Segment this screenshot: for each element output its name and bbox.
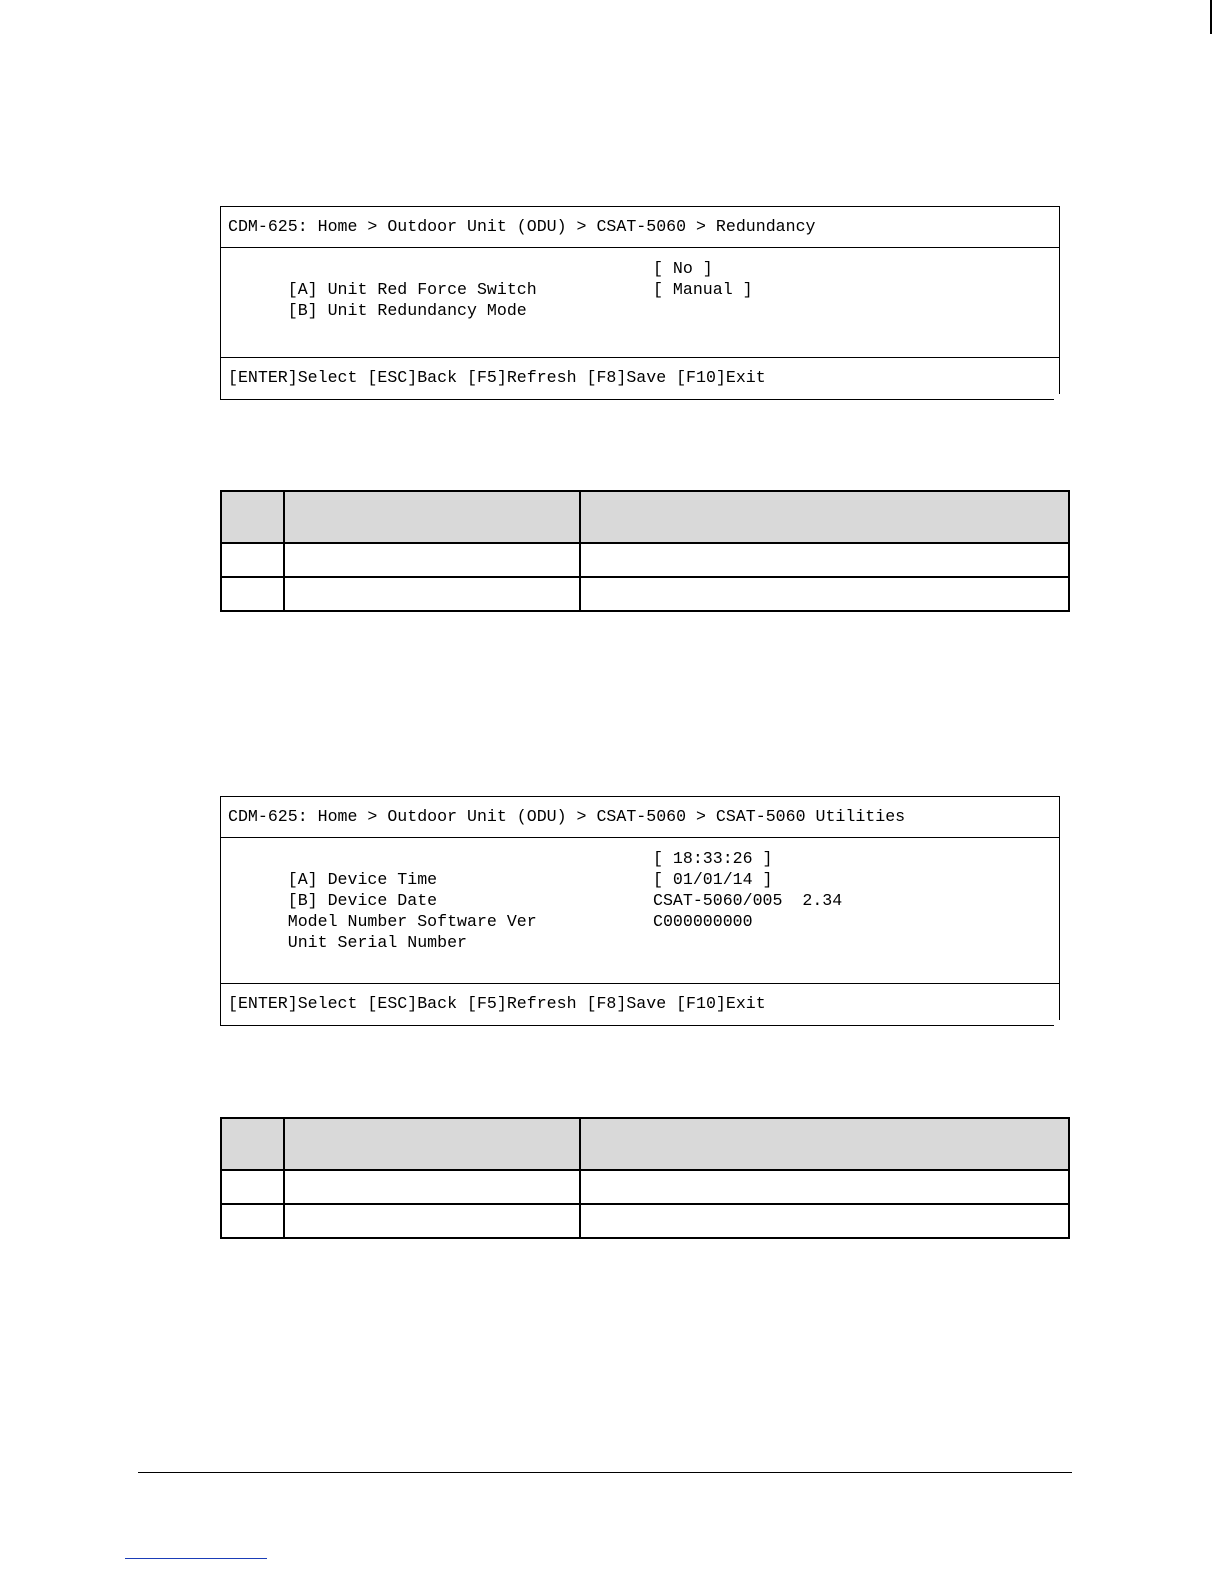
breadcrumb: CDM-625: Home > Outdoor Unit (ODU) > CSAT-5060 > CSAT-5060 Utilities bbox=[221, 797, 1059, 838]
menu-row-value[interactable]: [ No ] bbox=[653, 259, 713, 278]
table-header-row bbox=[221, 491, 1069, 543]
footer-link-underline[interactable] bbox=[125, 1558, 267, 1559]
table-cell bbox=[580, 543, 1069, 577]
redundancy-parameter-table bbox=[220, 490, 1070, 612]
menu-row-label: Model Number Software Ver bbox=[287, 912, 537, 931]
table-cell bbox=[221, 1170, 284, 1204]
menu-body bbox=[221, 838, 1059, 952]
table-header-cell bbox=[580, 1118, 1069, 1170]
table-row bbox=[221, 543, 1069, 577]
menu-row-value: C000000000 bbox=[653, 912, 753, 931]
menu-row-label: [A] Unit Red Force Switch bbox=[287, 280, 537, 299]
menu-row-unit-redundancy-mode[interactable] bbox=[228, 279, 1059, 320]
table-cell bbox=[580, 1170, 1069, 1204]
corner-mask bbox=[1054, 1020, 1062, 1026]
page-edge-rule bbox=[1210, 0, 1212, 34]
page-footer-rule bbox=[138, 1472, 1072, 1473]
table-cell bbox=[221, 577, 284, 611]
table-header-cell bbox=[221, 491, 284, 543]
breadcrumb: CDM-625: Home > Outdoor Unit (ODU) > CSAT-5060 > Redundancy bbox=[221, 207, 1059, 248]
terminal-screen-redundancy bbox=[220, 206, 1060, 400]
table-header-cell bbox=[284, 491, 580, 543]
table-header-cell bbox=[284, 1118, 580, 1170]
menu-row-value: CSAT-5060/005 2.34 bbox=[653, 891, 843, 910]
menu-row-value[interactable]: [ 01/01/14 ] bbox=[653, 870, 773, 889]
table-cell bbox=[284, 543, 580, 577]
menu-row-label: [B] Unit Redundancy Mode bbox=[287, 301, 527, 320]
terminal-screen-utilities bbox=[220, 796, 1060, 1026]
table-cell bbox=[284, 1204, 580, 1238]
menu-row-value[interactable]: [ Manual ] bbox=[653, 280, 753, 299]
menu-body bbox=[221, 248, 1059, 320]
table-cell bbox=[284, 577, 580, 611]
menu-row-value[interactable]: [ 18:33:26 ] bbox=[653, 849, 773, 868]
key-hints-footer: [ENTER]Select [ESC]Back [F5]Refresh [F8]Save [F10]Exit bbox=[221, 983, 1059, 1025]
menu-row-label: [B] Device Date bbox=[287, 891, 438, 910]
corner-mask bbox=[1054, 394, 1062, 400]
menu-row-label: Unit Serial Number bbox=[287, 933, 467, 952]
table-cell bbox=[284, 1170, 580, 1204]
table-cell bbox=[580, 1204, 1069, 1238]
table-cell bbox=[221, 1204, 284, 1238]
table-cell bbox=[580, 577, 1069, 611]
table-cell bbox=[221, 543, 284, 577]
menu-row-label: [A] Device Time bbox=[287, 870, 438, 889]
table-row bbox=[221, 577, 1069, 611]
utilities-parameter-table bbox=[220, 1117, 1070, 1239]
table-header-cell bbox=[580, 491, 1069, 543]
key-hints-footer: [ENTER]Select [ESC]Back [F5]Refresh [F8]Save [F10]Exit bbox=[221, 357, 1059, 399]
menu-row-unit-serial-number bbox=[228, 911, 1059, 952]
table-header-cell bbox=[221, 1118, 284, 1170]
table-row bbox=[221, 1170, 1069, 1204]
table-row bbox=[221, 1204, 1069, 1238]
table-header-row bbox=[221, 1118, 1069, 1170]
